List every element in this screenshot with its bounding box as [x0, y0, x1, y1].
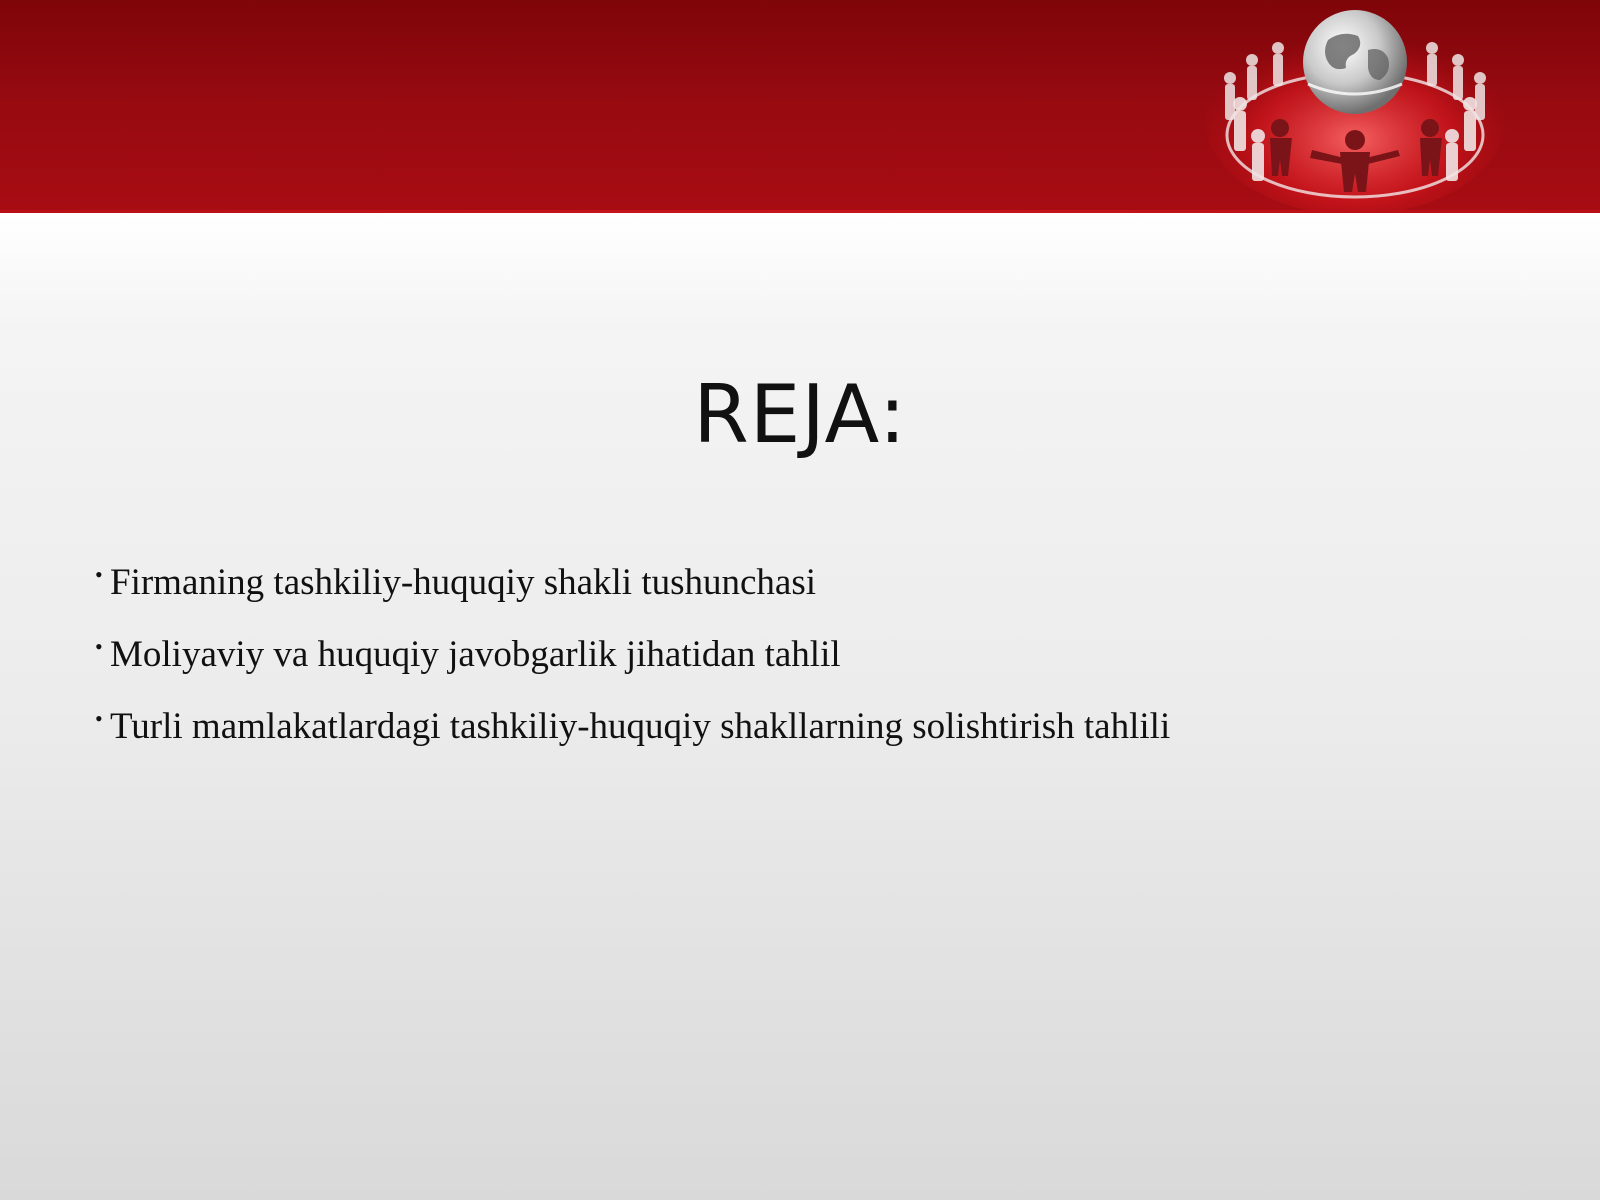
list-item-text: Firmaning tashkiliy-huquqiy shakli tushunchasi	[110, 562, 817, 603]
globe-with-people-circle-icon	[1200, 0, 1510, 213]
list-item	[95, 558, 1515, 630]
bullet-icon: •	[95, 562, 103, 587]
bullet-list	[95, 558, 1515, 774]
header-band	[0, 0, 1600, 213]
list-item	[95, 702, 1515, 774]
bullet-icon: •	[95, 634, 103, 659]
list-item-text: Moliyaviy va huquqiy javobgarlik jihatidan tahlil	[110, 634, 841, 675]
list-item-text: Turli mamlakatlardagi tashkiliy-huquqiy shakllarning solishtirish tahlili	[110, 706, 1171, 747]
list-item	[95, 630, 1515, 702]
slide-title: REJA:	[693, 368, 907, 461]
bullet-icon: •	[95, 706, 103, 731]
